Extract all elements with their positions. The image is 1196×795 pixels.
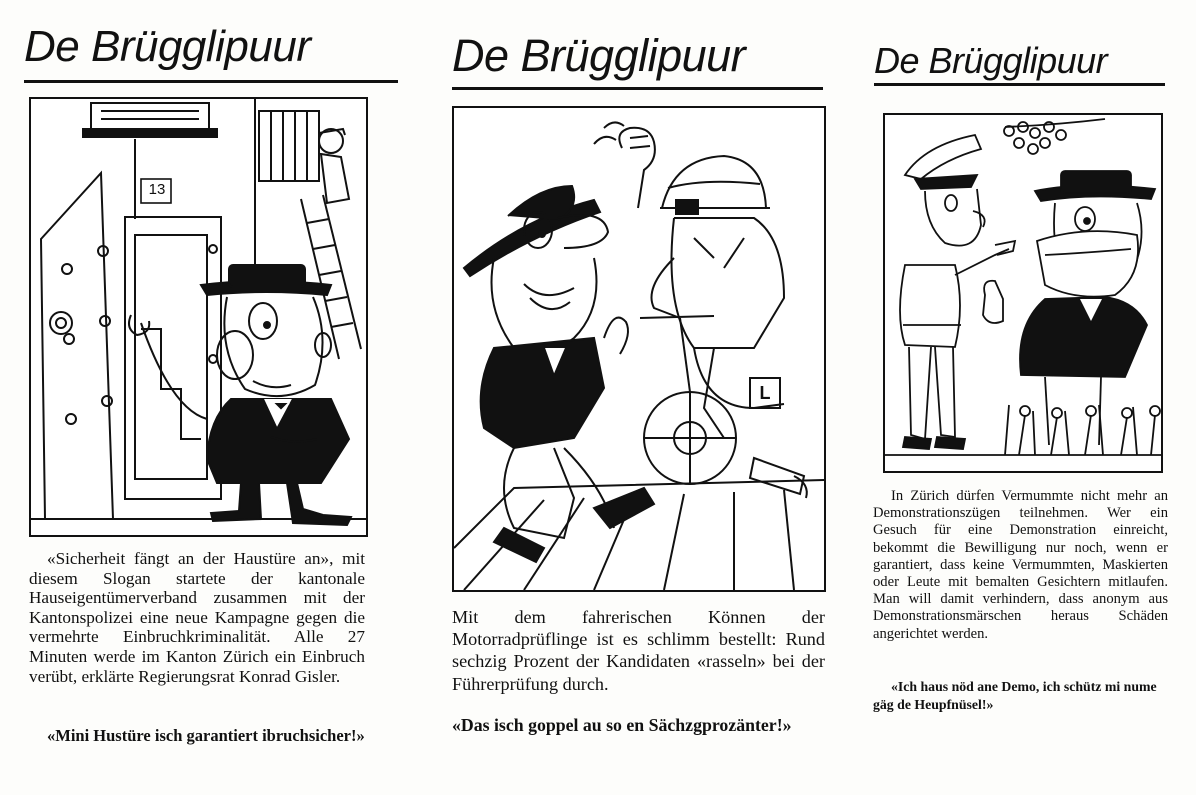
strip-1-cartoon-drawing bbox=[31, 99, 366, 535]
strip-2-title-rule bbox=[452, 87, 823, 90]
strip-3-caption bbox=[873, 488, 1168, 643]
strip-1-caption-text: «Sicherheit fängt an der Haustüre an», mit diesem Slogan startete der kantonale Hauseigentümerverband zusammen mit der Kantonspolizei eine neue Kampagne gegen die vermehrte Einbruchkriminalität. Alle 27 Minuten werde im Kanton Zürich ein Einbruch verübt, erklärte Regierungsrat Konrad Gisler. bbox=[29, 549, 365, 686]
strip-2-learner-plate: L bbox=[759, 383, 771, 403]
strip-2-caption-text: Mit dem fahrerischen Können der Motorradprüflinge ist es schlimm bestellt: Rund sechzig Prozent der Kandidaten «rasseln» bei der Führerprüfung durch. bbox=[452, 607, 825, 694]
strip-2-cartoon bbox=[452, 106, 826, 592]
strip-1-title: De Brügglipuur bbox=[24, 22, 311, 71]
strip-2-caption bbox=[452, 606, 825, 695]
strip-1-caption bbox=[29, 549, 365, 686]
strip-3-title-rule bbox=[874, 83, 1165, 86]
strip-1-cartoon bbox=[29, 97, 368, 537]
strip-3-quote: «Ich haus nöd ane Demo, ich schütz mi nume gäg de Heupfnüsel!» bbox=[873, 679, 1157, 712]
strip-3-caption-text: In Zürich dürfen Vermummte nicht mehr an Demonstrationszügen teilnehmen. Wer ein Gesuch für eine Demonstration einreicht, bekommt die Bewilligung nur noch, wenn er garantiert, dass keine Vermummten, Maskierten oder Leute mit bemalten Gesichtern mitlaufen. Man will damit verhindern, dass anonym aus Demonstrationsmärschen heraus Schäden angerichtet werden. bbox=[873, 488, 1168, 642]
strip-2-title: De Brügglipuur bbox=[452, 30, 746, 81]
strip-2-quote: «Das isch goppel au so en Sächzgprozänter!» bbox=[452, 715, 792, 735]
strip-1-title-rule bbox=[24, 80, 398, 83]
strip-3-cartoon bbox=[883, 113, 1163, 473]
strip-3-cartoon-drawing bbox=[885, 115, 1161, 471]
strip-2-cartoon-drawing bbox=[454, 108, 824, 590]
strip-1-quote: «Mini Hustüre isch garantiert ibruchsicher!» bbox=[47, 726, 365, 745]
strip-3-title: De Brügglipuur bbox=[874, 40, 1108, 81]
strip-1-door-number: 13 bbox=[148, 181, 166, 198]
